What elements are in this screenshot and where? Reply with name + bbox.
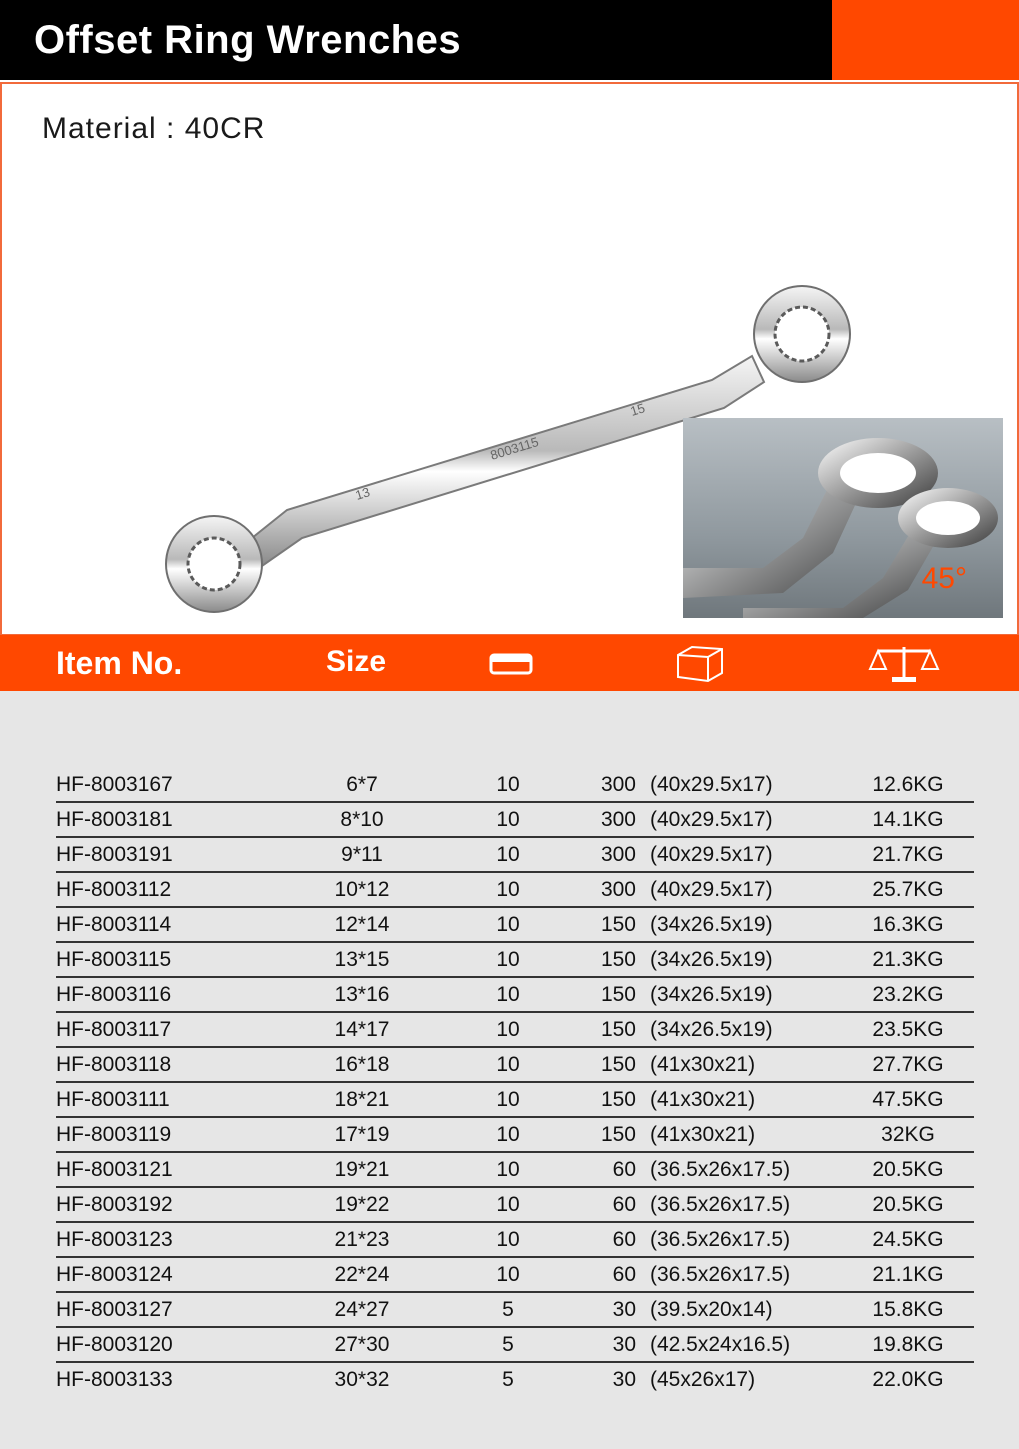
carton-dimensions: (41x30x21): [650, 1053, 756, 1076]
table-row: HF-8003112 10*12 10 300 (40x29.5x17) 25.7KG: [56, 871, 974, 908]
carton-dimensions: (36.5x26x17.5): [650, 1193, 791, 1216]
table-row: HF-8003120 27*30 5 30 (42.5x24x16.5) 19.8KG: [56, 1326, 974, 1363]
table-row: HF-8003127 24*27 5 30 (39.5x20x14) 15.8KG: [56, 1291, 974, 1328]
table-row: HF-8003124 22*24 10 60 (36.5x26x17.5) 21.1KG: [56, 1256, 974, 1293]
carton-dimensions: (34x26.5x19): [650, 1018, 773, 1041]
table-row: HF-8003114 12*14 10 150 (34x26.5x19) 16.3KG: [56, 906, 974, 943]
item-number: HF-8003111: [56, 1088, 170, 1111]
item-number: HF-8003123: [56, 1228, 173, 1251]
table-row: HF-8003111 18*21 10 150 (41x30x21) 47.5KG: [56, 1081, 974, 1118]
carton-dimensions: (36.5x26x17.5): [650, 1228, 791, 1251]
carton-dimensions: (39.5x20x14): [650, 1298, 773, 1321]
item-number: HF-8003115: [56, 948, 172, 971]
carton-quantity: 150: [600, 913, 636, 936]
product-panel: [0, 82, 1019, 636]
carton-quantity: 150: [600, 948, 636, 971]
carton-dimensions: (34x26.5x19): [650, 983, 773, 1006]
title-bar-accent: [832, 0, 1019, 80]
carton-quantity: 150: [600, 983, 636, 1006]
item-number: HF-8003124: [56, 1263, 173, 1286]
page-title: Offset Ring Wrenches: [34, 18, 462, 62]
box-icon: [488, 649, 534, 677]
table-row: HF-8003181 8*10 10 300 (40x29.5x17) 14.1KG: [56, 801, 974, 838]
size-header: Size: [326, 645, 387, 678]
carton-quantity: 300: [600, 878, 636, 901]
scale-icon: [868, 643, 940, 685]
carton-quantity: 60: [612, 1228, 636, 1251]
carton-quantity: 150: [600, 1088, 636, 1111]
item-number: HF-8003181: [56, 808, 173, 831]
table-row: HF-8003191 9*11 10 300 (40x29.5x17) 21.7KG: [56, 836, 974, 873]
table-row: HF-8003121 19*21 10 60 (36.5x26x17.5) 20.5KG: [56, 1151, 974, 1188]
item-number: HF-8003192: [56, 1193, 173, 1216]
carton-dimensions: (34x26.5x19): [650, 948, 773, 971]
table-row: HF-8003116 13*16 10 150 (34x26.5x19) 23.2KG: [56, 976, 974, 1013]
angle-detail-photo: [683, 418, 1003, 618]
carton-dimensions: (40x29.5x17): [650, 808, 773, 831]
table-row: HF-8003119 17*19 10 150 (41x30x21) 32KG: [56, 1116, 974, 1153]
carton-dimensions: (42.5x24x16.5): [650, 1333, 791, 1356]
svg-text:8003115: 8003115: [488, 434, 541, 463]
item-number: HF-8003167: [56, 773, 173, 796]
table-row: HF-8003133 30*32 5 30 (45x26x17) 22.0KG: [56, 1368, 944, 1391]
table-row: HF-8003123 21*23 10 60 (36.5x26x17.5) 24.5KG: [56, 1221, 974, 1258]
carton-quantity: 30: [612, 1368, 636, 1391]
carton-dimensions: (36.5x26x17.5): [650, 1158, 791, 1181]
item-number: HF-8003120: [56, 1333, 173, 1356]
carton-quantity: 60: [612, 1263, 636, 1286]
carton-dimensions: (41x30x21): [650, 1088, 756, 1111]
material-label: Material : 40CR: [42, 112, 266, 145]
carton-dimensions: (36.5x26x17.5): [650, 1263, 791, 1286]
table-row: HF-8003167 6*7 10 300 (40x29.5x17) 12.6KG: [56, 766, 974, 803]
table-row: HF-8003192 19*22 10 60 (36.5x26x17.5) 20.5KG: [56, 1186, 974, 1223]
item-number: HF-8003121: [56, 1158, 173, 1181]
item-number: HF-8003119: [56, 1123, 172, 1146]
item-number: HF-8003191: [56, 843, 173, 866]
angle-label: 45°: [921, 562, 967, 595]
carton-quantity: 300: [600, 808, 636, 831]
carton-quantity: 30: [612, 1298, 636, 1321]
title-bar: [0, 0, 832, 80]
table-row: HF-8003115 13*15 10 150 (34x26.5x19) 21.3KG: [56, 941, 974, 978]
table-row: HF-8003117 14*17 10 150 (34x26.5x19) 23.5KG: [56, 1011, 974, 1048]
item-number: HF-8003118: [56, 1053, 172, 1076]
carton-quantity: 150: [600, 1123, 636, 1146]
carton-dimensions: (40x29.5x17): [650, 843, 773, 866]
carton-dimensions: (45x26x17): [650, 1368, 756, 1391]
item-number: HF-8003127: [56, 1298, 173, 1321]
table-header: [0, 635, 1019, 691]
item-number: HF-8003112: [56, 878, 172, 901]
carton-dimensions: (40x29.5x17): [650, 878, 773, 901]
table-row: HF-8003118 16*18 10 150 (41x30x21) 27.7KG: [56, 1046, 974, 1083]
svg-text:13: 13: [353, 484, 372, 503]
carton-quantity: 60: [612, 1158, 636, 1181]
carton-quantity: 60: [612, 1193, 636, 1216]
carton-dimensions: (34x26.5x19): [650, 913, 773, 936]
carton-dimensions: (40x29.5x17): [650, 773, 773, 796]
item-no-header: Item No.: [56, 645, 183, 681]
carton-quantity: 300: [600, 843, 636, 866]
carton-quantity: 30: [612, 1333, 636, 1356]
item-number: HF-8003116: [56, 983, 172, 1006]
item-number: HF-8003117: [56, 1018, 172, 1041]
carton-quantity: 300: [600, 773, 636, 796]
carton-icon: [674, 643, 726, 683]
carton-quantity: 150: [600, 1053, 636, 1076]
item-number: HF-8003133: [56, 1368, 173, 1391]
carton-dimensions: (41x30x21): [650, 1123, 756, 1146]
svg-text:15: 15: [628, 400, 647, 419]
carton-quantity: 150: [600, 1018, 636, 1041]
item-number: HF-8003114: [56, 913, 172, 936]
